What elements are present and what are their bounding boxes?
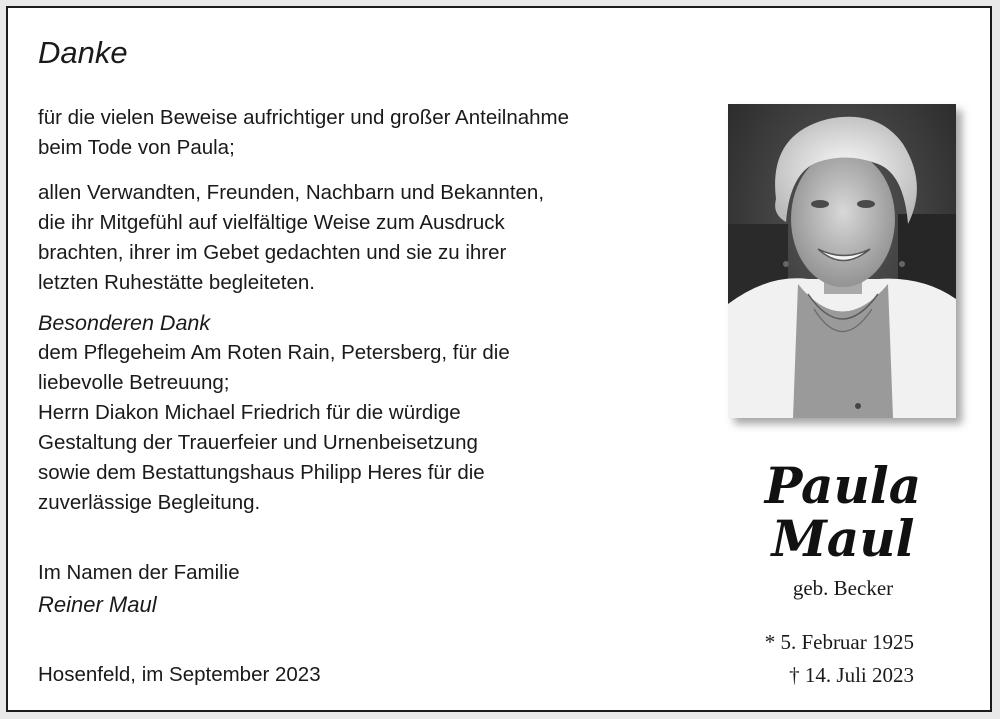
text-line: liebevolle Betreuung;: [38, 371, 230, 394]
family-section: [38, 558, 240, 620]
text-line: beim Tode von Paula;: [38, 136, 235, 159]
family-line: Im Namen der Familie: [38, 561, 240, 584]
birth-date: * 5. Februar 1925: [764, 630, 914, 654]
death-date: † 14. Juli 2023: [789, 663, 914, 687]
birth-name: geb. Becker: [792, 576, 894, 600]
page-title: Danke: [38, 35, 128, 70]
text-line: brachten, ihrer im Gebet gedachten und sie zu ihrer: [38, 241, 507, 264]
text-line: für die vielen Beweise aufrichtiger und großer Anteilnahme: [38, 106, 570, 129]
text-line: allen Verwandten, Freunden, Nachbarn und Bekannten,: [38, 181, 545, 204]
place-date: Hosenfeld, im September 2023: [38, 663, 321, 686]
thanks-paragraph: [38, 178, 544, 298]
text-line: Herrn Diakon Michael Friedrich für die würdige: [38, 401, 461, 424]
text-line: zuverlässige Begleitung.: [38, 491, 261, 514]
deceased-last-name: Maul: [771, 509, 915, 568]
portrait-photo: [728, 104, 956, 418]
text-line: sowie dem Bestattungshaus Philipp Heres für die: [38, 461, 485, 484]
text-line: die ihr Mitgefühl auf vielfältige Weise zum Ausdruck: [38, 211, 505, 234]
deceased-first-name: Paula: [764, 456, 922, 515]
text-line: Gestaltung der Trauerfeier und Urnenbeisetzung: [38, 431, 478, 454]
portrait-image: [728, 104, 956, 418]
signature: Reiner Maul: [38, 592, 157, 617]
intro-paragraph: [38, 103, 569, 163]
text-line: letzten Ruhestätte begleiteten.: [38, 271, 315, 294]
text-line: dem Pflegeheim Am Roten Rain, Petersberg, für die: [38, 341, 510, 364]
special-thanks-section: [38, 308, 510, 518]
obituary-card: [6, 6, 992, 712]
special-thanks-heading: Besonderen Dank: [38, 311, 211, 335]
